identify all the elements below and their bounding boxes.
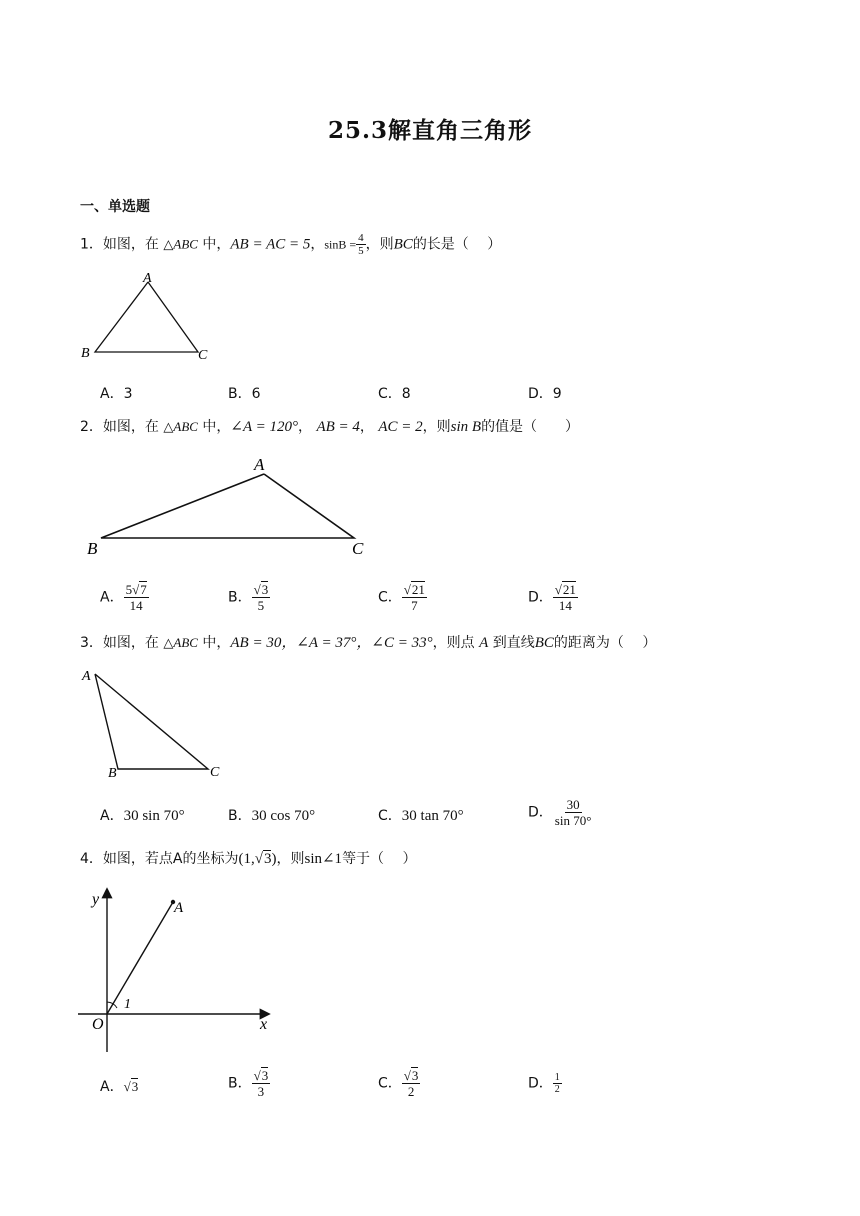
triangle-outline [101, 474, 354, 538]
triangle-figure-1 [78, 270, 218, 365]
option-d[interactable] [528, 582, 578, 613]
triangle-outline [95, 282, 198, 352]
stem-text: 如图，若点A的坐标为 [102, 851, 239, 867]
stem-text: 等于（ ） [342, 851, 417, 867]
stem-text: 中， [202, 419, 231, 435]
fraction-denominator: 2 [407, 1084, 415, 1099]
coordinate: (1,√3) [238, 851, 277, 867]
triangle-symbol: △ABC [163, 635, 198, 650]
fraction [553, 797, 594, 828]
vertex-label-a: A [254, 455, 265, 474]
condition-math: ∠A = 120° [230, 419, 298, 435]
axis-label-x: x [260, 1016, 268, 1033]
stem-text: 中， [202, 236, 231, 253]
vertex-label-c: C [198, 348, 208, 363]
stem-text: 到直线 [492, 635, 535, 651]
option-b[interactable] [228, 1068, 270, 1099]
option-label: D． [528, 804, 553, 821]
option-c[interactable]: C．8 [378, 386, 411, 402]
option-a[interactable] [100, 805, 185, 825]
question-2-stem [80, 416, 579, 436]
option-label: D． [528, 1075, 553, 1092]
fraction-denominator: 7 [411, 598, 418, 613]
fraction [252, 1068, 271, 1099]
fraction-numerator: √21 [403, 582, 425, 597]
radicand: 3 [411, 1068, 419, 1083]
stem-text: ，则 [276, 851, 305, 867]
fraction [252, 582, 271, 613]
radicand: 3 [131, 1079, 139, 1094]
fraction-numerator: √21 [554, 582, 576, 597]
option-b[interactable] [228, 582, 270, 613]
radicand: 21 [411, 582, 425, 597]
vertex-label-a: A [143, 271, 152, 286]
coordinate-open: (1, [238, 851, 255, 867]
question-number: 4． [80, 851, 103, 867]
vertex-label-a: A [82, 669, 91, 684]
option-label: A． [100, 808, 124, 824]
question-3-stem [80, 631, 656, 652]
option-math: √3 [123, 1079, 139, 1094]
fraction-denominator: 5 [358, 245, 364, 257]
angle-label-1: 1 [124, 997, 131, 1012]
stem-text: ，则点 [432, 635, 475, 651]
stem-text: ，则 [365, 236, 394, 253]
fraction [402, 582, 427, 613]
option-math: 30 cos 70° [251, 808, 316, 824]
segment-label: BC [534, 635, 554, 651]
condition-math: AC = 2 [378, 419, 423, 435]
page-title: 25.3解直角三角形 [327, 117, 533, 144]
option-d[interactable]: D．9 [528, 386, 562, 402]
fraction-numerator: 5√7 [125, 582, 147, 597]
fraction-denominator: 5 [257, 598, 265, 613]
vertex-label-c: C [210, 765, 220, 780]
option-label: C． [378, 808, 402, 824]
option-a[interactable] [100, 1076, 138, 1096]
origin-label: O [92, 1016, 104, 1033]
option-label: B． [228, 589, 252, 606]
vertex-label-b: B [81, 346, 90, 361]
stem-text: 的长是（ ） [412, 236, 502, 253]
sine-expression: sin∠1 [304, 851, 343, 867]
stem-text: ， [359, 419, 374, 435]
stem-text: 中， [202, 635, 231, 651]
coefficient: 5 [125, 582, 133, 597]
fraction-denominator: 14 [129, 598, 143, 613]
fraction-denominator: 2 [554, 1084, 560, 1095]
stem-text: 如图，在 [102, 635, 159, 651]
triangle-symbol: △ABC [163, 419, 198, 434]
option-label: C． [378, 589, 402, 606]
fraction [356, 232, 366, 257]
question-number: 1． [80, 236, 103, 253]
fraction [553, 1072, 562, 1095]
option-c[interactable] [378, 582, 427, 613]
option-math: 30 tan 70° [401, 808, 464, 824]
point-label: A [479, 635, 489, 651]
fraction-denominator: 14 [558, 598, 572, 613]
radicand: 3 [261, 1068, 269, 1083]
stem-text: 如图，在 [102, 419, 159, 435]
option-label: A． [100, 1079, 124, 1095]
radicand: 21 [562, 582, 576, 597]
sine-expression: sin B [450, 419, 482, 435]
triangle-symbol: △ABC [163, 236, 198, 252]
fraction [402, 1068, 421, 1099]
option-c[interactable] [378, 805, 464, 825]
radicand: 3 [261, 582, 269, 597]
fraction [124, 582, 149, 613]
option-math: 30 sin 70° [123, 808, 185, 824]
segment-label: BC [393, 236, 413, 253]
stem-text: ， [310, 236, 325, 253]
fraction-numerator: 30 [566, 797, 580, 812]
fraction-numerator: 4 [358, 232, 364, 244]
fraction [553, 582, 578, 613]
point-label-a: A [174, 900, 184, 916]
triangle-figure-3 [78, 662, 238, 782]
vertex-label-c: C [352, 539, 364, 558]
vertex-label-b: B [108, 766, 117, 781]
condition-math: AB = 30，∠A = 37°，∠C = 33° [230, 635, 433, 651]
axis-label-y: y [92, 891, 100, 908]
sine-expression: sinB = [324, 237, 357, 252]
fraction-numerator: √3 [403, 1068, 419, 1083]
question-1-stem [80, 232, 501, 257]
stem-text: 的距离为（ ） [553, 635, 657, 651]
option-b[interactable] [228, 805, 315, 825]
question-number: 2． [80, 419, 103, 435]
option-d[interactable] [528, 1072, 562, 1095]
triangle-outline [95, 674, 208, 769]
stem-text: ，则 [422, 419, 451, 435]
condition-math: AB = AC = 5 [230, 236, 311, 253]
section-heading: 一、单选题 [80, 199, 150, 215]
option-a[interactable] [100, 582, 149, 613]
fraction-numerator: √3 [253, 1068, 269, 1083]
option-label: C． [378, 1075, 402, 1092]
option-b[interactable]: B．6 [228, 386, 261, 402]
fraction-denominator: sin 70° [554, 813, 592, 828]
coordinate-close: ) [271, 851, 277, 867]
question-4-stem [80, 848, 417, 868]
condition-math: AB = 4 [316, 419, 360, 435]
radicand: 7 [140, 582, 147, 597]
option-label: D． [528, 589, 553, 606]
triangle-figure-2 [84, 452, 384, 562]
option-label: A． [100, 589, 124, 606]
stem-text: ， [297, 419, 312, 435]
option-c[interactable] [378, 1068, 420, 1099]
vertex-label-b: B [87, 539, 98, 558]
option-label: B． [228, 1075, 252, 1092]
stem-text: 如图，在 [102, 236, 159, 253]
stem-text: 的值是（ ） [481, 419, 580, 435]
question-number: 3． [80, 635, 103, 651]
radicand: 3 [263, 851, 272, 867]
fraction-denominator: 3 [257, 1084, 265, 1099]
fraction-numerator: 1 [554, 1072, 560, 1083]
fraction-numerator: √3 [253, 582, 269, 597]
option-a[interactable]: A．3 [100, 386, 133, 402]
coordinate-figure [76, 884, 276, 1056]
option-label: B． [228, 808, 252, 824]
ray-oa [107, 902, 173, 1014]
option-d[interactable] [528, 797, 593, 828]
